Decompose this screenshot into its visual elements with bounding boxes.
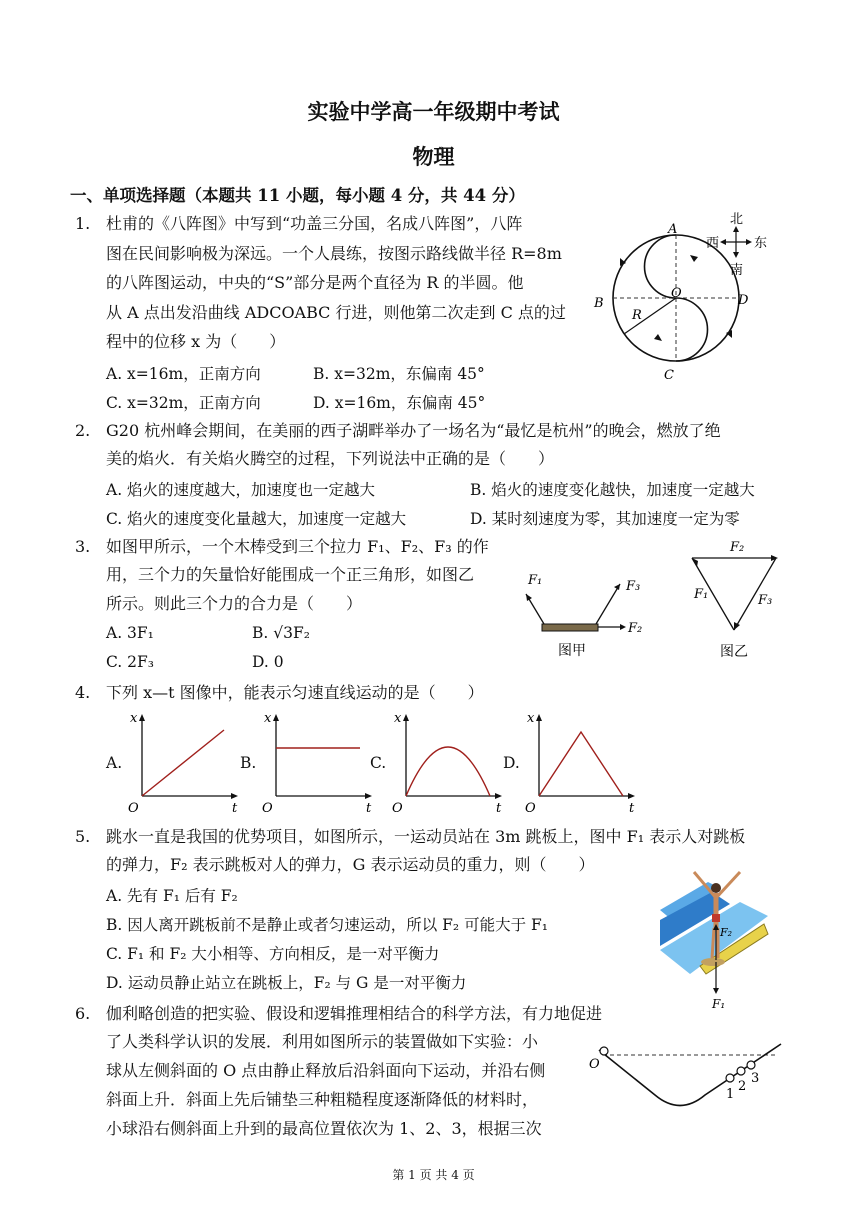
mark-2-label: 2 [738,1079,747,1094]
q1-line: 图在民间影响极为深远。一个人晨练，按图示路线做半径 R=8m [106,244,562,263]
q4-graph-label: A. [106,754,123,772]
origin-label: O [525,801,536,814]
q3-option-c: C. 2F₃ [106,653,154,671]
q6-line: 伽利略创造的把实验、假设和逻辑推理相结合的科学方法，有力地促进 [106,1004,603,1023]
q1-figure-circle [586,206,786,386]
x-axis-label: x [394,711,402,726]
arrow-marker [495,793,502,799]
page-footer: 第 1 页 共 4 页 [392,1168,475,1182]
q4-graph-rising-line [128,710,246,814]
f1-label: F₁ [528,573,543,588]
q2-number: 2. [75,421,91,440]
arrow-marker [628,793,635,799]
graph-line [142,730,224,796]
q4-graph-label: B. [240,754,257,772]
mark-3-label: 3 [751,1071,760,1086]
arrow-marker [692,558,698,567]
triangle-f1-label: F₁ [694,587,709,602]
q5-option-c: C. F₁ 和 F₂ 大小相等、方向相反，是一对平衡力 [106,945,440,963]
q1-line: 杜甫的《八阵图》中写到“功盖三分国，名成八阵图”，八阵 [106,214,523,233]
graph-line [406,747,490,796]
q4-graph-label: C. [370,754,387,772]
q5-option-a: A. 先有 F₁ 后有 F₂ [106,887,238,905]
t-axis-label: t [629,801,635,814]
q6-line: 球从左侧斜面的 O 点由静止释放后沿斜面向下运动，并沿右侧 [106,1061,546,1080]
ball-start [600,1047,608,1055]
mark-1-label: 1 [726,1087,735,1102]
triangle-f3-label: F₃ [758,593,773,608]
q1-line: 从 A 点出发沿曲线 ADCOABC 行进，则他第二次走到 C 点的过 [106,303,566,322]
arrow-marker [139,714,145,721]
compass-north: 北 [730,212,744,227]
compass-east: 东 [754,236,768,251]
compass-west: 西 [706,236,720,251]
arrow-marker [690,255,698,262]
section-heading: 一、单项选择题（本题共 11 小题，每小题 4 分，共 44 分） [70,186,525,205]
q5-figure-diver [660,862,770,1014]
q3-line: 用，三个力的矢量恰好能围成一个正三角形，如图乙 [106,565,475,584]
q4-number: 4. [75,683,91,702]
arrow-marker [365,793,372,799]
point-d-label: D [738,293,749,308]
figure-b-caption: 图乙 [720,644,748,660]
q3-figure-a [520,562,650,662]
q4-line: 下列 x—t 图像中，能表示匀速直线运动的是（ ） [106,683,484,702]
arrow-marker [620,624,626,630]
diver-left-leg [712,928,714,958]
arrow-marker [536,714,542,721]
q3-line: 如图甲所示，一个木棒受到三个拉力 F₁、F₂、F₃ 的作 [106,537,489,556]
ball-position-1 [726,1074,734,1082]
q2-option-d: D. 某时刻速度为零，其加速度一定为零 [470,510,740,528]
q4-graph-label: D. [503,754,520,772]
q2-option-c: C. 焰火的速度变化量越大，加速度一定越大 [106,510,407,528]
point-a-label: A [668,222,678,237]
diver-f2-label: F₂ [720,926,733,939]
force-f3-vector [596,584,620,624]
triangle-f2-label: F₂ [730,540,745,555]
q1-number: 1. [75,214,91,233]
q5-line: 跳水一直是我国的优势项目，如图所示，一运动员站在 3m 跳板上，图中 F₁ 表示人对跳板 [106,827,746,846]
x-axis-label: x [130,711,138,726]
q2-line: 美的焰火．有关焰火腾空的过程，下列说法中正确的是（ ） [106,449,555,468]
diver-swimsuit [712,914,720,922]
origin-label: O [392,801,403,814]
arrow-marker [713,988,719,994]
point-c-label: C [664,368,674,383]
t-axis-label: t [496,801,502,814]
q4-graph-horizontal-line [262,710,380,814]
arrow-marker [734,622,740,630]
arrow-marker [273,714,279,721]
q3-line: 所示。则此三个力的合力是（ ） [106,594,363,613]
q3-option-b: B. √3F₂ [252,624,310,642]
f2-label: F₂ [628,621,643,636]
q3-option-d: D. 0 [252,653,284,671]
q6-number: 6. [75,1004,91,1023]
ball-position-2 [737,1067,745,1075]
q6-figure-track [585,1030,790,1120]
x-axis-label: x [264,711,272,726]
q1-option-a: A. x=16m，正南方向 [106,365,261,383]
arrow-marker [231,793,238,799]
q2-option-a: A. 焰火的速度越大，加速度也一定越大 [106,481,376,499]
wooden-stick [542,624,598,631]
q3-number: 3. [75,537,91,556]
figure-a-caption: 图甲 [558,643,586,659]
radius-label: R [632,308,642,323]
point-b-label: B [594,296,604,311]
ball-position-3 [747,1061,755,1069]
x-axis-label: x [527,711,535,726]
arrow-marker [654,334,662,341]
board-pivot [701,958,725,966]
q2-line: G20 杭州峰会期间，在美丽的西子湖畔举办了一场名为“最忆是杭州”的晚会，燃放了绝 [106,421,721,440]
q1-line: 程中的位移 x 为（ ） [106,332,286,351]
compass-south: 南 [730,263,744,278]
t-axis-label: t [366,801,372,814]
point-o-label: O [671,286,682,301]
f3-label: F₃ [626,579,641,594]
origin-label: O [262,801,273,814]
t-axis-label: t [232,801,238,814]
arrow-marker [403,714,409,721]
q1-line: 的八阵图运动，中央的“S”部分是两个直径为 R 的半圆。他 [106,273,524,292]
q1-option-d: D. x=16m，东偏南 45° [313,394,486,412]
q6-line: 小球沿右侧斜面上升到的最高位置依次为 1、2、3，根据三次 [106,1119,542,1138]
q1-option-b: B. x=32m，东偏南 45° [313,365,485,383]
q6-line: 了人类科学认识的发展．利用如图所示的装置做如下实验：小 [106,1032,539,1051]
q5-number: 5. [75,827,91,846]
q6-line: 斜面上升．斜面上先后铺垫三种粗糙程度逐渐降低的材料时， [106,1090,539,1109]
q3-figure-b [680,536,790,664]
subject-title: 物理 [412,144,455,169]
exam-title: 实验中学高一年级期中考试 [307,99,560,124]
graph-line [539,732,623,796]
origin-label: O [128,801,139,814]
q1-option-c: C. x=32m，正南方向 [106,394,261,412]
track-o-label: O [589,1057,600,1072]
q4-graph-parabola [392,710,510,814]
q5-option-b: B. 因人离开跳板前不是静止或者匀速运动，所以 F₂ 可能大于 F₁ [106,916,548,934]
q4-graph-triangle [525,710,643,814]
q3-option-a: A. 3F₁ [106,624,154,642]
q5-option-d: D. 运动员静止站立在跳板上，F₂ 与 G 是一对平衡力 [106,974,467,992]
q5-line: 的弹力，F₂ 表示跳板对人的弹力，G 表示运动员的重力，则（ ） [106,855,595,874]
q2-option-b: B. 焰火的速度变化越快，加速度一定越大 [470,481,755,499]
diver-f1-label: F₁ [712,997,726,1011]
diver-head [711,883,721,893]
